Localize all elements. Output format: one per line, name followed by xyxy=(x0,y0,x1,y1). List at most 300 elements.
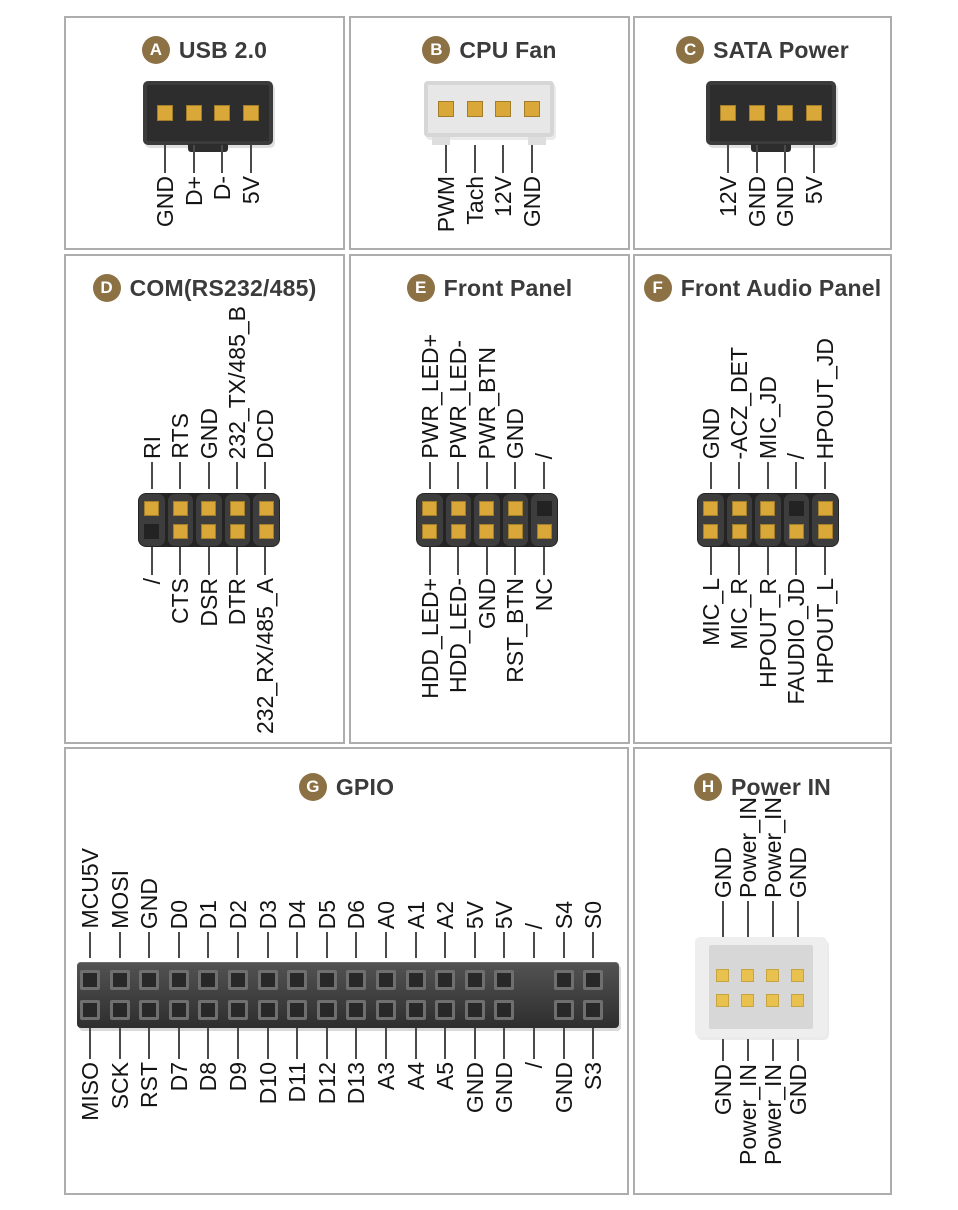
pin-label: GND xyxy=(772,176,798,228)
socket-hole xyxy=(583,970,603,990)
leader-line xyxy=(710,462,712,489)
leader-line xyxy=(208,462,210,489)
leader-line xyxy=(296,1028,298,1059)
leader-line xyxy=(813,145,815,173)
leader-line xyxy=(444,1028,446,1059)
pin-pad xyxy=(766,994,779,1007)
pin-pad xyxy=(451,524,466,539)
leader-line xyxy=(236,547,238,575)
leader-line xyxy=(795,547,797,575)
pin-label: HDD_LED+ xyxy=(417,578,443,699)
header-module xyxy=(784,494,810,546)
pin-label: DSR xyxy=(196,578,222,627)
pin-label: Power_IN xyxy=(735,1064,761,1165)
pin-pad xyxy=(451,501,466,516)
pin-pad xyxy=(537,524,552,539)
socket-hole xyxy=(169,1000,189,1020)
leader-line xyxy=(429,547,431,575)
panel-title: Front Panel xyxy=(443,274,573,301)
leader-line xyxy=(727,145,729,173)
panel-cpu-fan xyxy=(349,16,630,250)
pin-label: S4 xyxy=(551,900,577,929)
badge-f: F xyxy=(644,274,672,302)
leader-line xyxy=(543,547,545,575)
header-module xyxy=(531,494,557,546)
pin-pad xyxy=(508,501,523,516)
pin-label: FAUDIO_JD xyxy=(783,578,809,705)
pin-label: D6 xyxy=(343,899,369,929)
socket-hole xyxy=(139,970,159,990)
pin-label: GND xyxy=(152,176,178,228)
leader-line xyxy=(385,932,387,958)
header-module xyxy=(503,494,529,546)
leader-line xyxy=(592,932,594,958)
pin-label: / xyxy=(139,578,165,585)
leader-line xyxy=(178,932,180,958)
header-module xyxy=(474,494,500,546)
pin-pad xyxy=(760,524,775,539)
pin-pad xyxy=(789,524,804,539)
pin-pad xyxy=(467,101,483,117)
pin-label: MIC_L xyxy=(698,578,724,646)
socket-hole xyxy=(317,970,337,990)
leader-line xyxy=(474,1028,476,1059)
pin-label: 5V xyxy=(238,176,264,205)
badge-c: C xyxy=(676,36,704,64)
pin-label: NC xyxy=(531,578,557,612)
pin-label: GND xyxy=(462,1062,488,1114)
pin-label: D+ xyxy=(181,176,207,207)
pin-label: A2 xyxy=(432,900,458,929)
pin-label: GND xyxy=(785,1064,811,1116)
panel-title: Front Audio Panel xyxy=(680,274,882,301)
badge-d: D xyxy=(93,274,121,302)
leader-line xyxy=(236,462,238,489)
pin-label: D8 xyxy=(195,1062,221,1092)
pin-pad xyxy=(720,105,736,121)
pin-pad xyxy=(703,524,718,539)
panel-title-row xyxy=(351,36,628,64)
pin-label: D- xyxy=(209,176,235,201)
socket-hole xyxy=(317,1000,337,1020)
pin-pad xyxy=(438,101,454,117)
leader-line xyxy=(151,547,153,575)
pin-label: RST xyxy=(136,1062,162,1108)
pin-pad xyxy=(741,994,754,1007)
leader-line xyxy=(89,1028,91,1059)
socket-hole xyxy=(406,970,426,990)
pin-label: PWR_LED+ xyxy=(417,334,443,459)
pin-pad xyxy=(716,969,729,982)
pin-label: D12 xyxy=(314,1062,340,1105)
leader-line xyxy=(148,932,150,958)
header-module xyxy=(727,494,753,546)
panel-power-in xyxy=(633,747,892,1195)
socket-hole xyxy=(376,1000,396,1020)
leader-line xyxy=(326,932,328,958)
socket-hole xyxy=(198,1000,218,1020)
pin-label: A1 xyxy=(403,900,429,929)
pin-pad xyxy=(791,969,804,982)
leader-line xyxy=(264,547,266,575)
leader-line xyxy=(722,901,724,937)
leader-line xyxy=(503,932,505,958)
front-audio-header-connector xyxy=(697,493,839,547)
pin-label: / xyxy=(531,452,557,459)
pin-blank xyxy=(537,501,552,516)
pin-label: A4 xyxy=(403,1062,429,1091)
header-module xyxy=(698,494,724,546)
leader-line xyxy=(355,932,357,958)
socket-hole xyxy=(465,970,485,990)
socket-hole xyxy=(435,970,455,990)
pin-label: RI xyxy=(139,436,165,459)
power-in-connector xyxy=(695,937,827,1037)
leader-line xyxy=(237,932,239,958)
header-module xyxy=(168,494,194,546)
gpio-header-connector xyxy=(77,962,619,1028)
leader-line xyxy=(178,1028,180,1059)
leader-line xyxy=(474,932,476,958)
pin-pad xyxy=(259,501,274,516)
pin-label: D3 xyxy=(255,899,281,929)
connector-cavity xyxy=(709,945,813,1029)
pin-pad xyxy=(524,101,540,117)
pin-pad xyxy=(741,969,754,982)
leader-line xyxy=(207,1028,209,1059)
pin-label: HPOUT_JD xyxy=(812,337,838,459)
socket-hole xyxy=(465,1000,485,1020)
leader-line xyxy=(179,462,181,489)
leader-line xyxy=(797,1039,799,1061)
leader-line xyxy=(415,932,417,958)
pin-label: SCK xyxy=(107,1062,133,1110)
leader-line xyxy=(267,932,269,958)
leader-line xyxy=(824,547,826,575)
header-module xyxy=(446,494,472,546)
leader-line xyxy=(385,1028,387,1059)
badge-b: B xyxy=(422,36,450,64)
pin-label: D5 xyxy=(314,899,340,929)
leader-line xyxy=(457,547,459,575)
leader-line xyxy=(179,547,181,575)
sata-power-connector xyxy=(706,81,836,145)
leader-line xyxy=(208,547,210,575)
pin-pad xyxy=(716,994,729,1007)
leader-line xyxy=(767,462,769,489)
pin-blank xyxy=(789,501,804,516)
leader-line xyxy=(119,1028,121,1059)
pin-label: HDD_LED- xyxy=(445,578,471,694)
pin-pad xyxy=(157,105,173,121)
pin-label: GND xyxy=(491,1062,517,1114)
pin-label: GND xyxy=(136,877,162,929)
pin-pad xyxy=(201,524,216,539)
pin-label: GND xyxy=(551,1062,577,1114)
header-module xyxy=(755,494,781,546)
pin-pad xyxy=(259,524,274,539)
leader-line xyxy=(221,145,223,173)
leader-line xyxy=(563,1028,565,1059)
panel-title: USB 2.0 xyxy=(178,36,268,63)
header-module xyxy=(253,494,279,546)
leader-line xyxy=(503,1028,505,1059)
pin-pad xyxy=(479,524,494,539)
socket-hole xyxy=(80,1000,100,1020)
pin-label: D11 xyxy=(284,1062,310,1103)
pin-label: PWR_LED- xyxy=(445,340,471,459)
pin-pad xyxy=(732,524,747,539)
socket-hole xyxy=(376,970,396,990)
pin-label: GND xyxy=(196,407,222,459)
panel-title: Power IN xyxy=(730,773,831,800)
pin-label: PWM xyxy=(433,176,459,233)
pin-pad xyxy=(791,994,804,1007)
leader-line xyxy=(89,932,91,958)
pin-label: 232_RX/485_A xyxy=(252,578,278,735)
pin-label: HPOUT_L xyxy=(812,578,838,685)
leader-line xyxy=(738,547,740,575)
panel-title: CPU Fan xyxy=(459,36,557,63)
pin-pad xyxy=(818,501,833,516)
socket-hole xyxy=(258,1000,278,1020)
leader-line xyxy=(502,145,504,173)
pin-label: D9 xyxy=(225,1062,251,1092)
pin-pad xyxy=(703,501,718,516)
leader-line xyxy=(429,462,431,489)
pin-pad xyxy=(495,101,511,117)
socket-hole xyxy=(494,970,514,990)
socket-hole xyxy=(346,1000,366,1020)
pin-pad xyxy=(479,501,494,516)
socket-hole xyxy=(139,1000,159,1020)
leader-line xyxy=(514,462,516,489)
socket-hole xyxy=(110,1000,130,1020)
pin-label: GND xyxy=(744,176,770,228)
socket-hole xyxy=(494,1000,514,1020)
pin-label: Power_IN xyxy=(735,797,761,898)
panel-title: COM(RS232/485) xyxy=(129,274,317,301)
socket-hole xyxy=(258,970,278,990)
panel-title-row xyxy=(351,274,628,302)
pin-label: / xyxy=(521,922,547,929)
panel-title-row xyxy=(66,274,343,302)
header-module xyxy=(417,494,443,546)
leader-line xyxy=(444,932,446,958)
leader-line xyxy=(267,1028,269,1059)
pin-label: HPOUT_R xyxy=(755,578,781,688)
leader-line xyxy=(326,1028,328,1059)
pin-label: MIC_R xyxy=(726,578,752,650)
pin-pad xyxy=(186,105,202,121)
socket-hole xyxy=(346,970,366,990)
pin-label: 5V xyxy=(491,900,517,929)
pin-label: S0 xyxy=(580,900,606,929)
pin-label: Tach xyxy=(462,176,488,225)
pin-pad xyxy=(214,105,230,121)
pin-pad xyxy=(422,524,437,539)
leader-line xyxy=(543,462,545,489)
leader-line xyxy=(193,145,195,173)
header-module xyxy=(225,494,251,546)
pin-label: -ACZ_DET xyxy=(726,346,752,459)
leader-line xyxy=(148,1028,150,1059)
leader-line xyxy=(457,462,459,489)
badge-a: A xyxy=(142,36,170,64)
leader-line xyxy=(514,547,516,575)
leader-line xyxy=(264,462,266,489)
leader-line xyxy=(119,932,121,958)
leader-line xyxy=(445,145,447,173)
pin-label: / xyxy=(783,452,809,459)
leader-line xyxy=(533,1028,535,1059)
leader-line xyxy=(355,1028,357,1059)
pin-pad xyxy=(144,501,159,516)
pin-label: 232_TX/485_B xyxy=(224,305,250,459)
leader-line xyxy=(296,932,298,958)
leader-line xyxy=(784,145,786,173)
badge-h: H xyxy=(694,773,722,801)
pin-label: MCU5V xyxy=(77,848,103,929)
pin-label: A0 xyxy=(373,900,399,929)
socket-hole xyxy=(228,1000,248,1020)
leader-line xyxy=(824,462,826,489)
leader-line xyxy=(722,1039,724,1061)
header-module xyxy=(139,494,165,546)
leader-line xyxy=(747,1039,749,1061)
panel-title: SATA Power xyxy=(713,36,849,63)
pin-label: Power_IN xyxy=(760,797,786,898)
pin-label: GND xyxy=(710,846,736,898)
pin-label: RTS xyxy=(167,413,193,459)
panel-title: GPIO xyxy=(335,773,395,800)
pin-label: GND xyxy=(502,407,528,459)
pin-label: D2 xyxy=(225,899,251,929)
panel-com xyxy=(64,254,345,744)
socket-hole xyxy=(287,1000,307,1020)
pin-label: D13 xyxy=(343,1062,369,1105)
leader-line xyxy=(710,547,712,575)
pin-label: D7 xyxy=(166,1062,192,1092)
pin-pad xyxy=(230,501,245,516)
panel-title-row xyxy=(635,274,890,302)
pin-label: A3 xyxy=(373,1062,399,1091)
pin-blank xyxy=(144,524,159,539)
pin-label: / xyxy=(521,1062,547,1069)
pin-label: GND xyxy=(519,176,545,228)
leader-line xyxy=(772,1039,774,1061)
pin-pad xyxy=(243,105,259,121)
pin-label: D0 xyxy=(166,899,192,929)
pin-pad xyxy=(173,501,188,516)
leader-line xyxy=(207,932,209,958)
leader-line xyxy=(592,1028,594,1059)
pin-pad xyxy=(806,105,822,121)
pin-label: D1 xyxy=(195,899,221,929)
pin-label: DTR xyxy=(224,578,250,626)
pin-label: MISO xyxy=(77,1062,103,1121)
leader-line xyxy=(533,932,535,958)
panel-front-audio xyxy=(633,254,892,744)
socket-hole xyxy=(110,970,130,990)
pin-pad xyxy=(732,501,747,516)
socket-hole xyxy=(228,970,248,990)
com-header-connector xyxy=(138,493,280,547)
leader-line xyxy=(756,145,758,173)
socket-hole xyxy=(435,1000,455,1020)
leader-line xyxy=(795,462,797,489)
pin-label: A5 xyxy=(432,1062,458,1091)
panel-title-row xyxy=(66,36,343,64)
leader-line xyxy=(164,145,166,173)
leader-line xyxy=(772,901,774,937)
fan-connector xyxy=(424,81,554,137)
pin-pad xyxy=(201,501,216,516)
socket-hole xyxy=(198,970,218,990)
pin-pad xyxy=(766,969,779,982)
leader-line xyxy=(151,462,153,489)
socket-hole xyxy=(287,970,307,990)
leader-line xyxy=(563,932,565,958)
leader-line xyxy=(531,145,533,173)
pin-label: 5V xyxy=(462,900,488,929)
pin-label: D10 xyxy=(255,1062,281,1105)
leader-line xyxy=(767,547,769,575)
pin-label: DCD xyxy=(252,409,278,459)
panel-sata-power xyxy=(633,16,892,250)
pin-pad xyxy=(508,524,523,539)
leader-line xyxy=(237,1028,239,1059)
header-module xyxy=(812,494,838,546)
pin-label: 5V xyxy=(801,176,827,205)
leader-line xyxy=(250,145,252,173)
pin-pad xyxy=(173,524,188,539)
panel-gpio xyxy=(64,747,629,1195)
pin-pad xyxy=(230,524,245,539)
leader-line xyxy=(486,462,488,489)
header-module xyxy=(196,494,222,546)
socket-hole xyxy=(583,1000,603,1020)
pin-label: PWR_BTN xyxy=(474,346,500,459)
badge-g: G xyxy=(299,773,327,801)
leader-line xyxy=(797,901,799,937)
leader-line xyxy=(474,145,476,173)
usb-connector xyxy=(143,81,273,145)
socket-hole xyxy=(169,970,189,990)
pin-pad xyxy=(777,105,793,121)
pin-label: S3 xyxy=(580,1062,606,1091)
pin-label: D4 xyxy=(284,899,310,929)
panel-title-row xyxy=(66,773,627,801)
pin-label: GND xyxy=(710,1064,736,1116)
front-panel-header-connector xyxy=(416,493,558,547)
pin-label: 12V xyxy=(715,176,741,217)
leader-line xyxy=(415,1028,417,1059)
pin-pad xyxy=(818,524,833,539)
socket-hole xyxy=(406,1000,426,1020)
socket-hole xyxy=(80,970,100,990)
pin-label: GND xyxy=(474,578,500,630)
pin-pad xyxy=(760,501,775,516)
pin-label: RST_BTN xyxy=(502,578,528,683)
socket-hole xyxy=(554,1000,574,1020)
pin-label: GND xyxy=(785,846,811,898)
pin-label: Power_IN xyxy=(760,1064,786,1165)
leader-line xyxy=(486,547,488,575)
panel-usb xyxy=(64,16,345,250)
pin-label: MOSI xyxy=(107,870,133,929)
panel-title-row xyxy=(635,36,890,64)
